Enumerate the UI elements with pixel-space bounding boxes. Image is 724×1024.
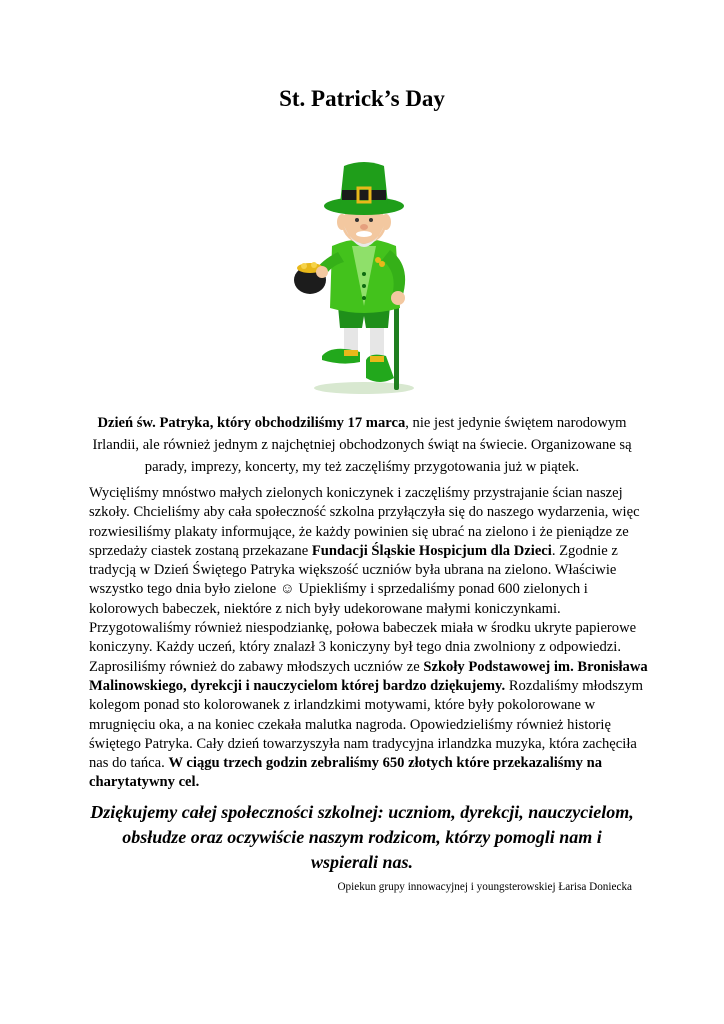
intro-bold: Dzień św. Patryka, który obchodziliśmy 17 marca [97,415,406,431]
body-paragraph [89,484,649,793]
body-bold-school: Szkoły Podstawowej im. Bronisława Malinowskiego, dyrekcji i nauczycielom której bardzo dziękujemy. [89,658,648,694]
body-text-2: . Zgodnie z tradycją w Dzień Świętego Patryka większość uczniów była ubrana na zielono. Właściwie wszystko tego dnia było zielone ☺ Upiekliśmy i sprzedaliśmy ponad 600 zielonych i kolorowych babeczek, niektóre z nich były udekorowane małymi koniczynkami. Przygotowaliśmy również niespodziankę, połowa babeczek miała w środku ukryte papierowe koniczyny. Każdy uczeń, który znalazł 3 koniczyny był tego dnia zwolniony z odpowiedzi. Zaprosiliśmy również do zabawy młodszych uczniów ze [89,542,637,675]
intro-text: , nie jest jedynie świętem narodowym Irlandii, ale również jednym z najchętniej obchodzonych świąt na świecie. Organizowane są parady, imprezy, koncerty, my też zaczęliśmy przygotowania już w piątek. [92,415,632,475]
body-bold-collected: W ciągu trzech godzin zebraliśmy 650 złotych które przekazaliśmy na charytatywny cel. [89,755,603,791]
intro-paragraph [88,412,636,478]
leprechaun-illustration [282,156,442,396]
body-bold-foundation: Fundacji Śląskie Hospicjum dla Dzieci [311,542,552,559]
thanks-paragraph: Dziękujemy całej społeczności szkolnej: uczniom, dyrekcji, nauczycielom, obsłudze oraz oczywiście naszym rodzicom, którzy pomogli nam i wspierali nas. [90,802,634,872]
body-text-1: Wycięliśmy mnóstwo małych zielonych koniczynek i zaczęliśmy przystrajanie ścian naszej szkoły. Chcieliśmy aby cała społeczność szkolna przyłączyła się do naszego wydarzenia, więc rozwiesiliśmy plakaty informujące, że każdy powinien się ubrać na zielono i że pieniądze ze sprzedaży ciastek zostaną przekazane [89,485,640,559]
body-text-3: Rozdaliśmy młodszym kolegom ponad sto kolorowanek z irlandzkimi motywami, które były pokolorowane w mrugnięciu oka, a na koniec czekała malutka nagroda. Opowiedzieliśmy również historię świętego Patryka. Cały dzień towarzyszyła nam tradycyjna irlandzka muzyka, która zachęciła nas do tańca. [89,677,643,772]
page-title: St. Patrick’s Day [279,86,445,111]
signature: Opiekun grupy innowacyjnej i youngsterowskiej Łarisa Doniecka [337,881,632,893]
